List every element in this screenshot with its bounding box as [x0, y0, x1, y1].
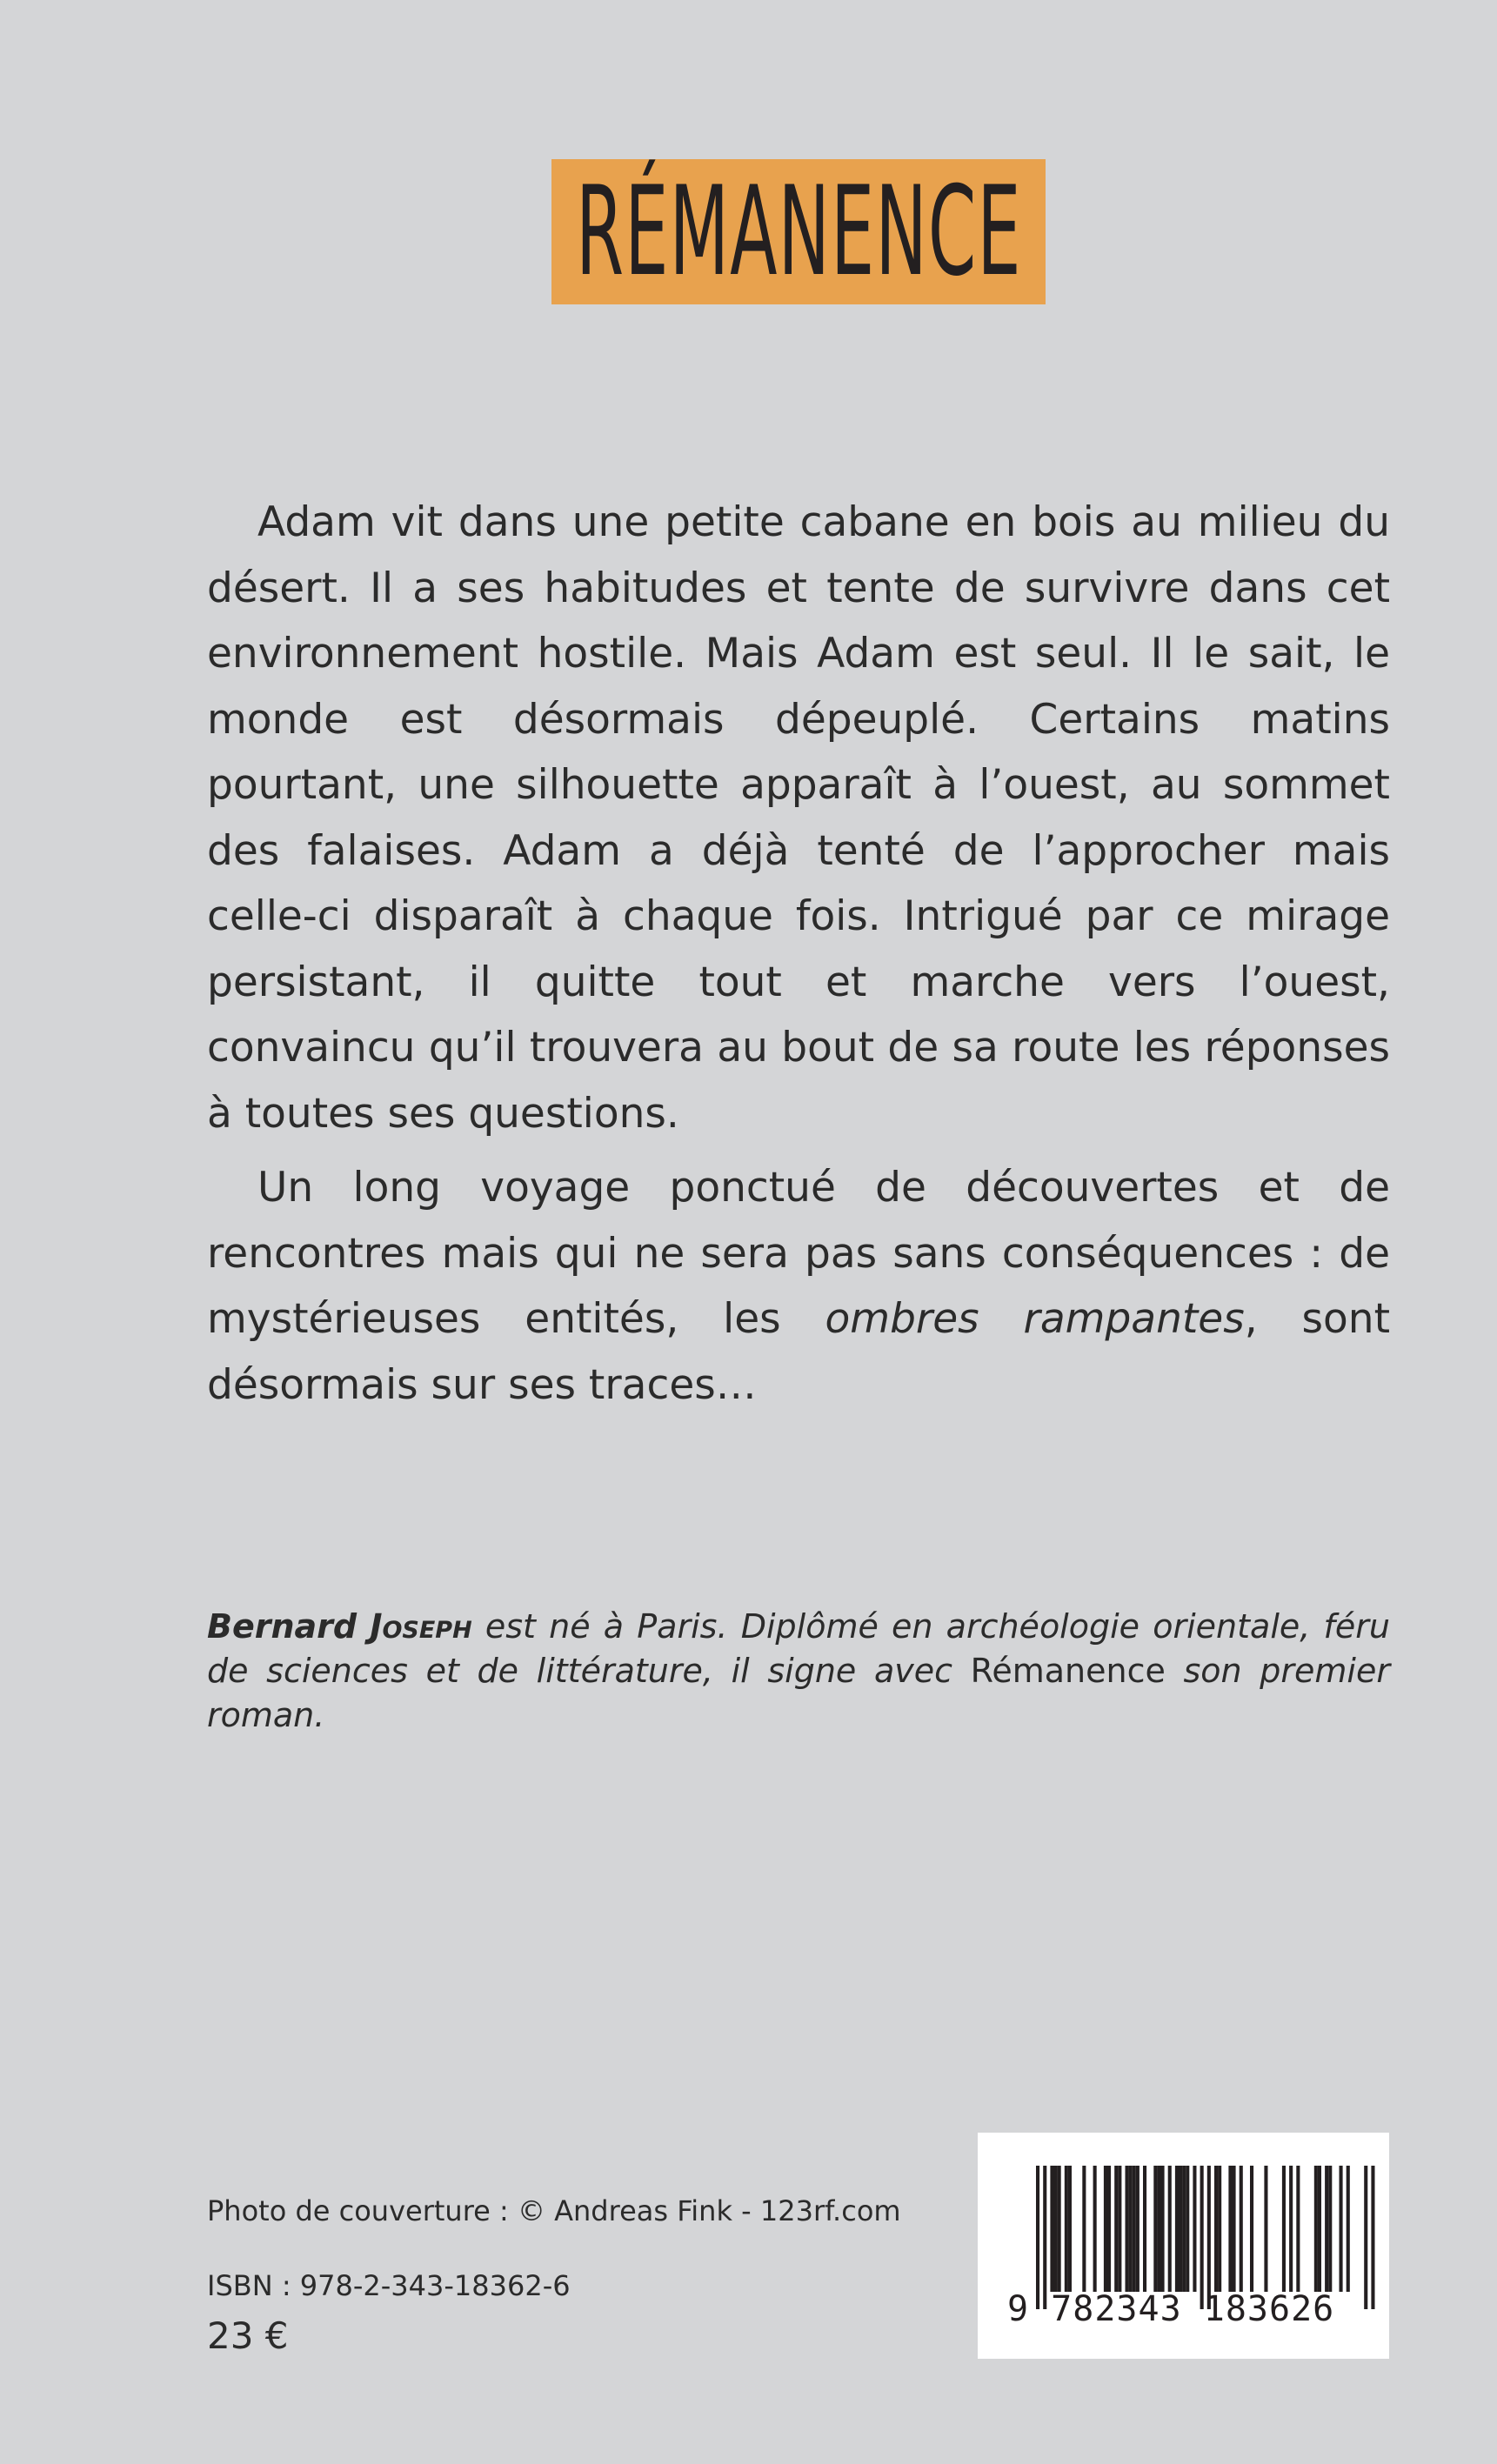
barcode-bar [1179, 2166, 1182, 2292]
barcode-bar [1282, 2166, 1286, 2292]
barcode-bar [1328, 2166, 1332, 2292]
barcode-bar [1371, 2166, 1374, 2309]
barcode-bar [1175, 2166, 1179, 2292]
barcode-bar [1107, 2166, 1111, 2292]
bio-text-2: son premier roman. [207, 1652, 1390, 1734]
barcode-bar [1347, 2166, 1350, 2292]
barcode-bar [1296, 2166, 1300, 2292]
barcode-bar [1118, 2166, 1121, 2292]
synopsis-paragraph-2 [207, 1155, 1390, 1418]
barcode [978, 2133, 1389, 2359]
barcode-bar [1104, 2166, 1107, 2292]
price: 23 € [207, 2314, 289, 2357]
author-bio [207, 1605, 1390, 1738]
barcode-bar [1168, 2166, 1172, 2292]
barcode-bar [1065, 2166, 1068, 2292]
barcode-bar [1182, 2166, 1186, 2292]
book-title: RÉMANENCE [575, 159, 1022, 304]
synopsis-paragraph-1: Adam vit dans une petite cabane en bois au milieu du désert. Il a ses habitudes et tente de survivre dans cet environnement hostile. Mais Adam est seul. Il le sait, le monde est désormais dépeuplé. Certains matins pourtant, une silhouette apparaît à l’ouest, au sommet des falaises. Adam a déjà tenté de l’approcher mais celle-ci disparaît à chaque fois. Intrigué par ce mirage persistant, il quitte tout et marche vers l’ouest, convaincu qu’il trouvera au bout de sa route les réponses à toutes ses questions. [207, 498, 1390, 1138]
barcode-bar [1228, 2166, 1232, 2292]
barcode-bar [1264, 2166, 1267, 2292]
barcode-digits: 9 782343 183626 [1007, 2289, 1335, 2329]
barcode-bar [1214, 2166, 1218, 2292]
author-first-name: Bernard [207, 1607, 358, 1646]
barcode-bar [1050, 2166, 1053, 2292]
barcode-bar [1200, 2166, 1204, 2309]
barcode-bar [1082, 2166, 1086, 2292]
author-last-name: Joseph [370, 1607, 472, 1646]
title-banner [551, 159, 1046, 304]
barcode-bar [1093, 2166, 1097, 2292]
barcode-bar [1186, 2166, 1189, 2292]
synopsis-italic-phrase: ombres rampantes [825, 1295, 1245, 1343]
barcode-bar [1318, 2166, 1321, 2292]
photo-credit: Photo de couverture : © Andreas Fink - 123rf.com [207, 2194, 901, 2227]
barcode-bar [1314, 2166, 1318, 2292]
barcode-bar [1136, 2166, 1139, 2292]
isbn: ISBN : 978-2-343-18362-6 [207, 2269, 571, 2302]
barcode-bar [1043, 2166, 1046, 2309]
barcode-bar [1340, 2166, 1343, 2292]
barcode-bar [1068, 2166, 1072, 2292]
barcode-bar [1240, 2166, 1243, 2292]
barcode-bar [1289, 2166, 1293, 2292]
barcode-bar [1218, 2166, 1221, 2292]
barcode-bar [1129, 2166, 1133, 2292]
barcode-bar [1250, 2166, 1253, 2292]
synopsis-paragraph-2-end: , sont désormais sur ses traces… [207, 1295, 1391, 1409]
bio-text-1: est né à Paris. Diplômé en archéologie orientale, féru de sciences et de littérature, il signe avec [207, 1607, 1390, 1690]
barcode-bar [1114, 2166, 1118, 2292]
barcode-bar [1058, 2166, 1061, 2292]
barcode-bar [1233, 2166, 1236, 2292]
barcode-bar [1143, 2166, 1146, 2292]
barcode-bar [1153, 2166, 1157, 2292]
barcode-bar [1207, 2166, 1211, 2309]
barcode-bar [1133, 2166, 1136, 2292]
bio-book-title: Rémanence [970, 1652, 1166, 1690]
barcode-bar [1126, 2166, 1129, 2292]
synopsis-paragraph-2-start: Un long voyage ponctué de découvertes et de rencontres mais qui ne sera pas sans conséquences : de mystérieuses entités, les [207, 1164, 1390, 1343]
barcode-bar [1193, 2166, 1196, 2292]
barcode-bar [1364, 2166, 1367, 2309]
barcode-bar [1325, 2166, 1328, 2292]
synopsis [207, 490, 1390, 1418]
barcode-bar [1161, 2166, 1165, 2292]
barcode-bar [1054, 2166, 1058, 2292]
barcode-bar [1036, 2166, 1039, 2309]
barcode-bar [1157, 2166, 1160, 2292]
